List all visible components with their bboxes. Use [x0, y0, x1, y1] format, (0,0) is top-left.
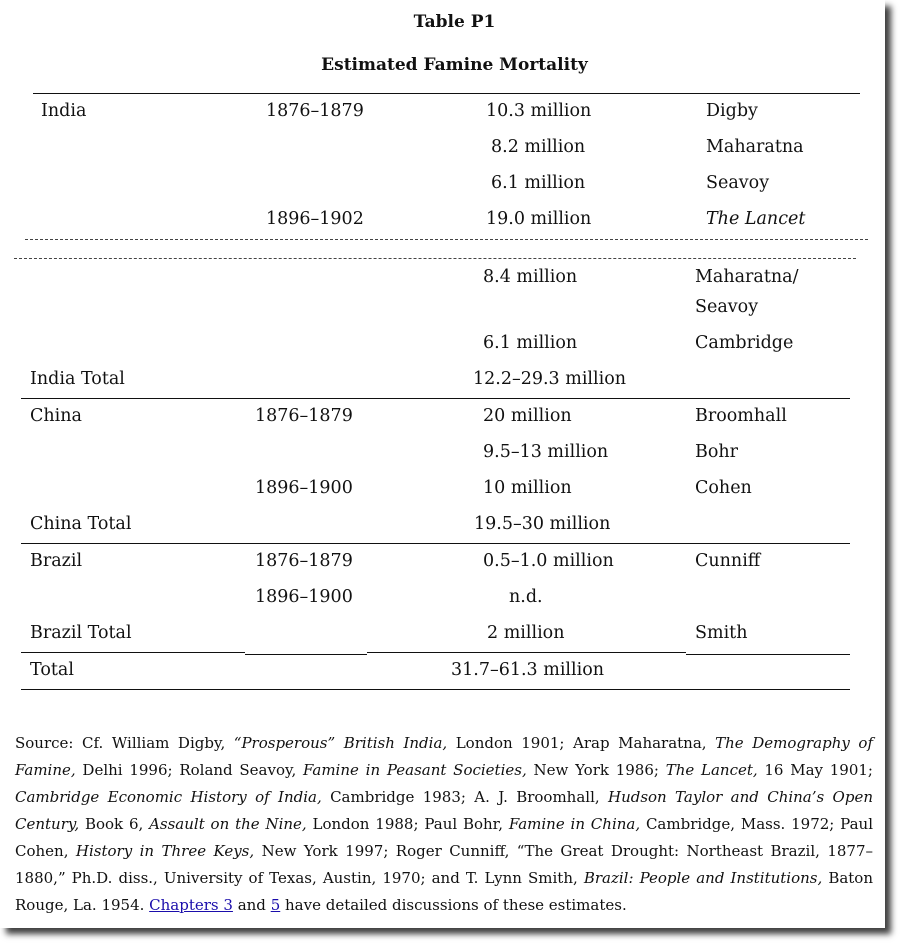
source-cell: Cohen: [695, 478, 752, 498]
source-text: New York 1997; Roger Cunniff, “The Great Drought: Northeast Brazil, 1877–1880,” Ph.D. diss., University of Texas, Austin, 1970; and T. Lynn Smith,: [15, 842, 873, 887]
section-rule: [21, 543, 850, 544]
source-cell: Maharatna: [706, 137, 804, 157]
estimate-cell: n.d.: [509, 587, 543, 607]
source-text: Baton Rouge, La. 1954.: [15, 869, 874, 914]
period-cell: 1896–1902: [266, 209, 364, 229]
source-text: Cambridge 1983; A. J. Broomhall,: [321, 788, 608, 806]
source-cell: Seavoy: [706, 173, 770, 193]
section-rule: [245, 654, 367, 655]
source-cell: Bohr: [695, 442, 739, 462]
estimate-cell: 10 million: [483, 478, 572, 498]
section-rule: [21, 398, 850, 399]
period-cell: 1876–1879: [255, 406, 353, 426]
period-cell: 1896–1900: [255, 478, 353, 498]
source-title: Famine in China,: [508, 815, 641, 833]
source-note: [15, 730, 873, 919]
table-top-rule: [33, 93, 860, 94]
source-cell: Cambridge: [695, 333, 794, 353]
estimate-cell: 6.1 million: [483, 333, 578, 353]
period-cell: 1876–1879: [255, 551, 353, 571]
source-cell: Maharatna/: [695, 267, 799, 287]
source-title: The Demography of Famine,: [15, 734, 873, 779]
region-cell: Total: [30, 660, 74, 680]
source-title: Cambridge Economic History of India,: [15, 788, 322, 806]
source-text: have detailed discussions of these estimates.: [280, 896, 627, 914]
region-cell: India Total: [30, 369, 125, 389]
source-text: London 1988; Paul Bohr,: [306, 815, 509, 833]
chapter-3-link[interactable]: Chapters 3: [149, 896, 233, 914]
period-cell: 1876–1879: [266, 101, 364, 121]
region-cell: China Total: [30, 514, 132, 534]
table-bottom-rule: [21, 689, 850, 690]
chapter-5-link[interactable]: 5: [270, 896, 281, 914]
source-text: New York 1986;: [526, 761, 666, 779]
page-break-line: [25, 239, 868, 240]
source-cell: Seavoy: [695, 297, 759, 317]
estimate-cell: 8.2 million: [491, 137, 586, 157]
source-title: Assault on the Nine,: [149, 815, 307, 833]
source-text: Book 6,: [79, 815, 150, 833]
estimate-cell: 31.7–61.3 million: [451, 660, 605, 680]
estimate-cell: 8.4 million: [483, 267, 578, 287]
source-cell: Broomhall: [695, 406, 787, 426]
region-cell: China: [30, 406, 82, 426]
estimate-cell: 10.3 million: [486, 101, 592, 121]
table-title: Table P1: [413, 12, 496, 32]
source-text: Source: Cf. William Digby,: [15, 734, 234, 752]
source-text: and: [232, 896, 271, 914]
source-title: “Prosperous” British India,: [233, 734, 448, 752]
source-cell: The Lancet: [706, 209, 806, 229]
period-cell: 1896–1900: [255, 587, 353, 607]
source-title: The Lancet,: [665, 761, 758, 779]
source-text: Cambridge, Mass. 1972; Paul Cohen,: [15, 815, 873, 860]
estimate-cell: 19.5–30 million: [474, 514, 611, 534]
source-cell: Smith: [695, 623, 748, 643]
estimate-cell: 0.5–1.0 million: [483, 551, 614, 571]
table-subtitle: Estimated Famine Mortality: [321, 55, 588, 75]
source-text: Delhi 1996; Roland Seavoy,: [75, 761, 303, 779]
source-text: London 1901; Arap Maharatna,: [447, 734, 716, 752]
estimate-cell: 2 million: [487, 623, 565, 643]
source-cell: Digby: [706, 101, 758, 121]
estimate-cell: 19.0 million: [486, 209, 592, 229]
page-break-line: [14, 258, 856, 259]
source-title: History in Three Keys,: [75, 842, 255, 860]
section-rule: [686, 654, 850, 655]
source-title: Famine in Peasant Societies,: [303, 761, 527, 779]
section-rule: [367, 652, 686, 653]
estimate-cell: 20 million: [483, 406, 572, 426]
region-cell: Brazil Total: [30, 623, 132, 643]
source-title: Brazil: People and Institutions,: [583, 869, 823, 887]
region-cell: Brazil: [30, 551, 83, 571]
region-cell: India: [41, 101, 87, 121]
source-text: 16 May 1901;: [757, 761, 873, 779]
section-rule: [21, 652, 245, 653]
estimate-cell: 12.2–29.3 million: [473, 369, 627, 389]
estimate-cell: 9.5–13 million: [483, 442, 609, 462]
source-cell: Cunniff: [695, 551, 761, 571]
estimate-cell: 6.1 million: [491, 173, 586, 193]
source-title: Hudson Taylor and China’s Open Century,: [15, 788, 873, 833]
